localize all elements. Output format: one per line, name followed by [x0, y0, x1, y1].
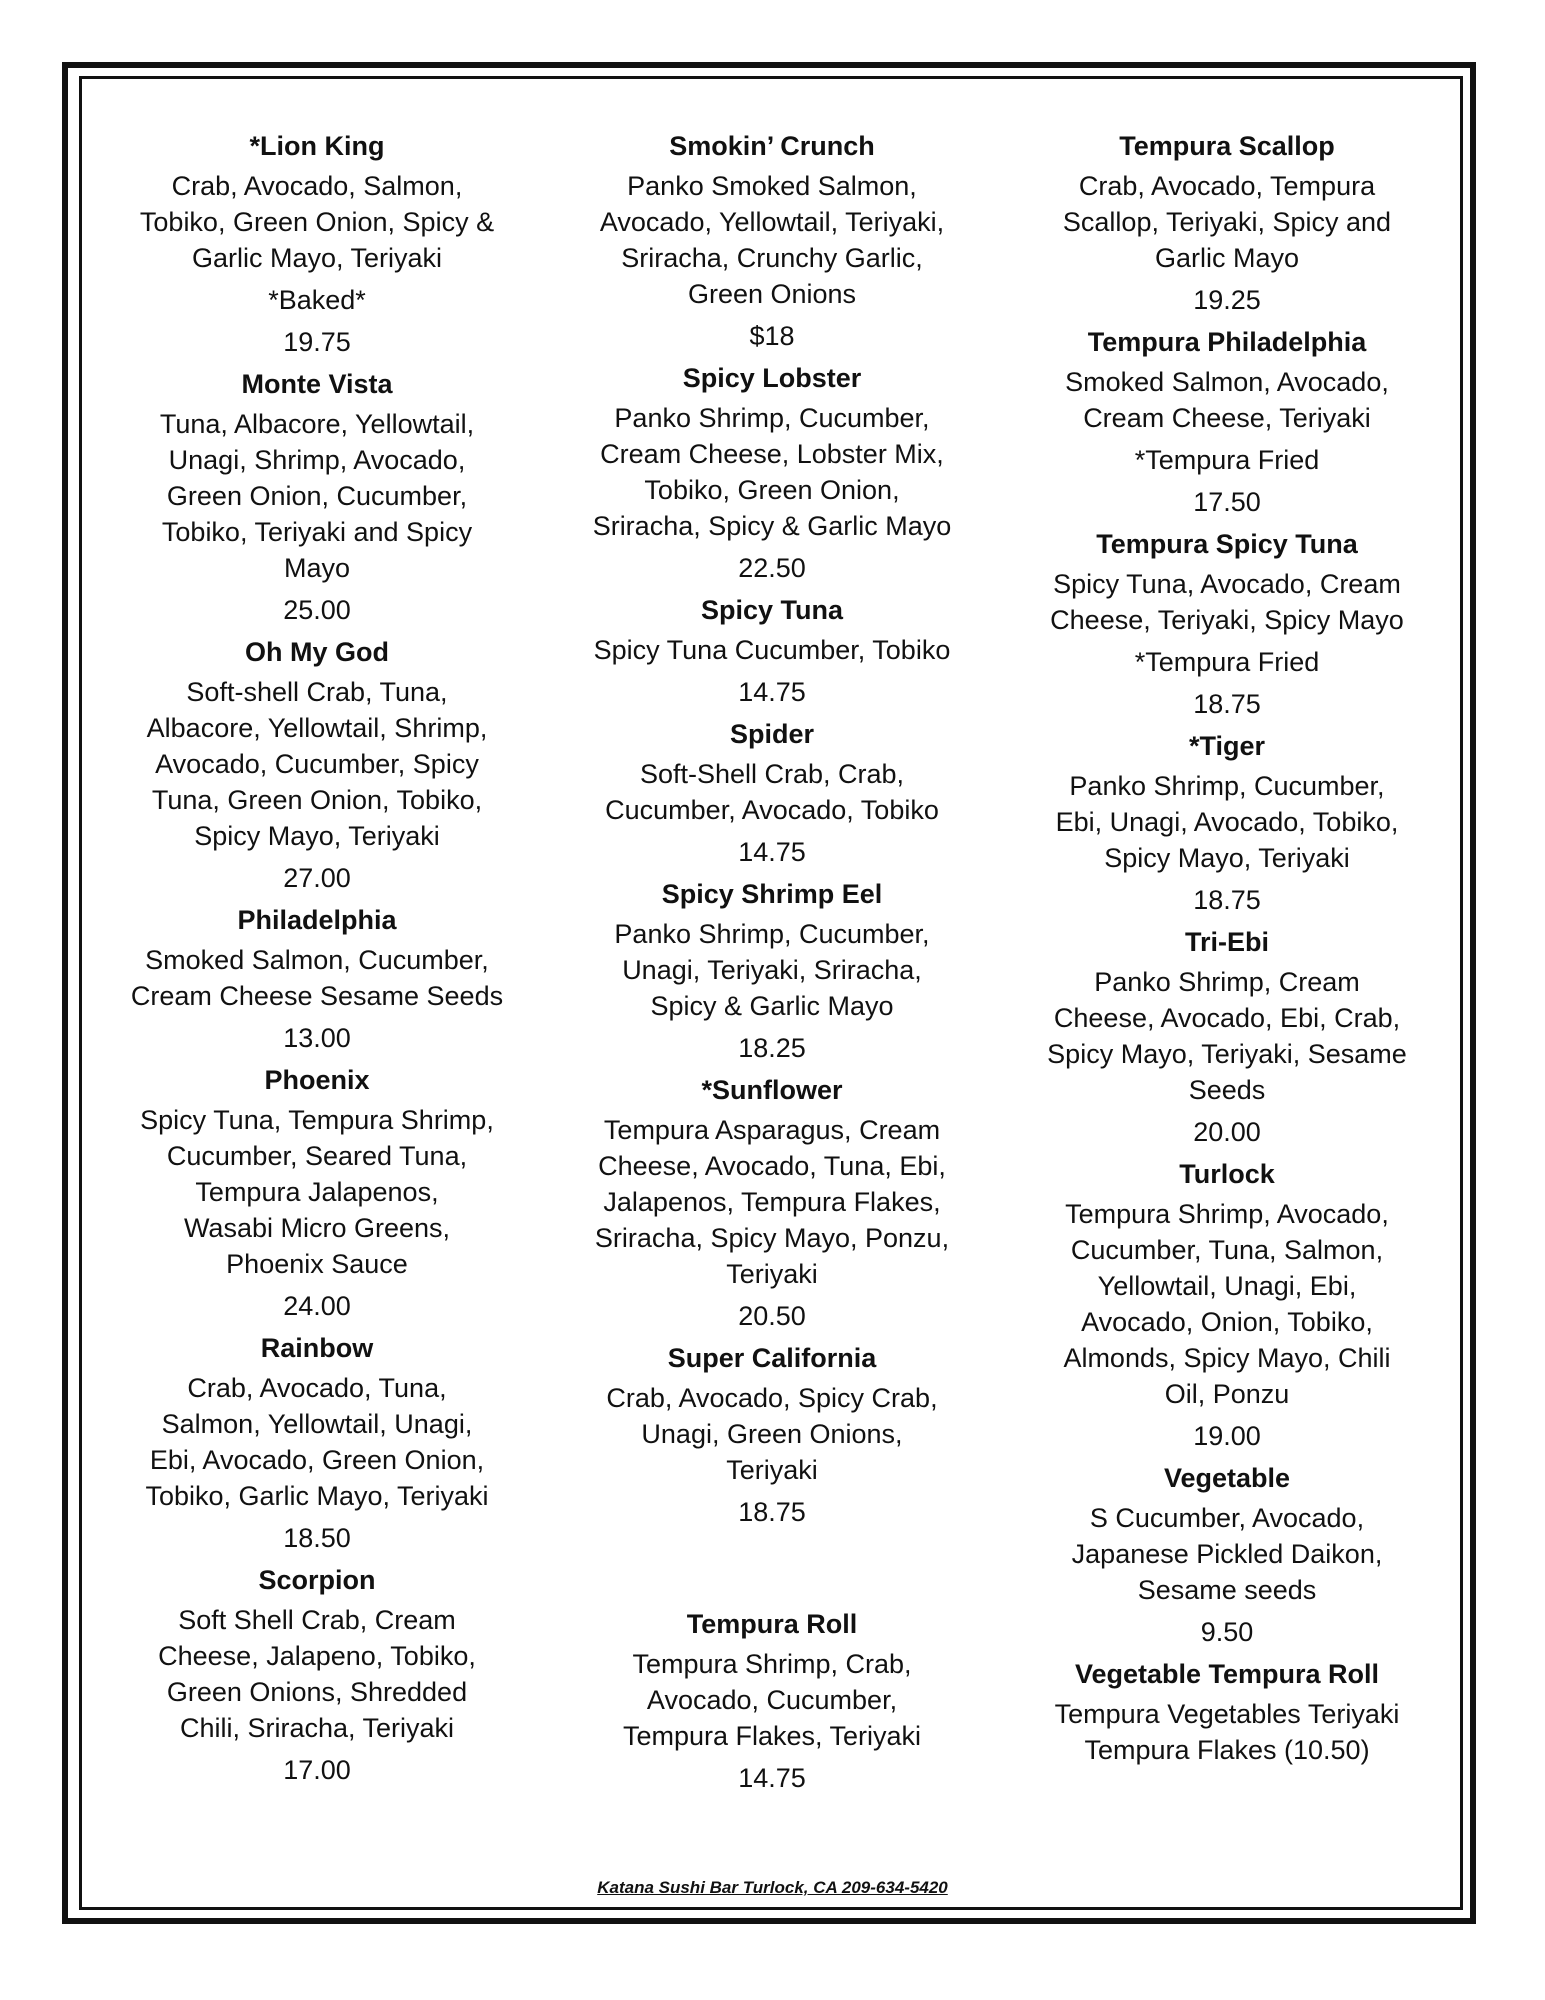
footer-contact: Katana Sushi Bar Turlock, CA 209-634-5420	[597, 1878, 948, 1897]
item-name: *Tiger	[1188, 731, 1266, 761]
item-price: 19.75	[283, 327, 351, 357]
item-description: Smoked Salmon, Cucumber, Cream Cheese Sesame Seeds	[130, 945, 504, 1011]
item-name: Philadelphia	[237, 905, 397, 935]
item-name: Phoenix	[264, 1065, 370, 1095]
item-note: *Tempura Fried	[1134, 647, 1320, 677]
item-description: Spicy Tuna Cucumber, Tobiko	[593, 635, 951, 665]
item-name: Tempura Spicy Tuna	[1096, 529, 1358, 559]
menu-item-tempura-roll	[577, 1606, 967, 1796]
item-name: Monte Vista	[241, 369, 393, 399]
item-name: Oh My God	[245, 637, 389, 667]
item-price: 14.75	[738, 837, 806, 867]
menu-item-spicy-lobster	[577, 360, 967, 586]
menu-item-super-california	[577, 1340, 967, 1530]
item-description: Soft-Shell Crab, Crab, Cucumber, Avocado, Tobiko	[605, 759, 939, 825]
menu-item-sunflower	[577, 1072, 967, 1334]
item-name: *Lion King	[249, 131, 385, 161]
item-price: 20.00	[1193, 1117, 1261, 1147]
menu-item-vegetable	[1032, 1460, 1422, 1650]
item-price: 22.50	[738, 553, 806, 583]
item-price: 20.50	[738, 1301, 806, 1331]
item-price: 14.75	[738, 677, 806, 707]
item-name: Super California	[667, 1343, 877, 1373]
menu-item-monte-vista	[122, 366, 512, 628]
item-name: Tempura Scallop	[1119, 131, 1335, 161]
item-price: 14.75	[738, 1763, 806, 1793]
item-price: 18.75	[1193, 885, 1261, 915]
item-price: 18.25	[738, 1033, 806, 1063]
item-price: 18.75	[1193, 689, 1261, 719]
spacer	[577, 1536, 967, 1606]
item-description: Tempura Shrimp, Avocado, Cucumber, Tuna, Salmon, Yellowtail, Unagi, Ebi, Avocado, Onion, Tobiko, Almonds, Spicy Mayo, Chili Oil, Ponzu	[1063, 1199, 1391, 1409]
item-description: S Cucumber, Avocado, Japanese Pickled Daikon, Sesame seeds	[1071, 1503, 1383, 1605]
item-name: Spider	[729, 719, 815, 749]
item-description: Spicy Tuna, Tempura Shrimp, Cucumber, Seared Tuna, Tempura Jalapenos, Wasabi Micro Greens, Phoenix Sauce	[140, 1105, 494, 1279]
item-description: Tuna, Albacore, Yellowtail, Unagi, Shrimp, Avocado, Green Onion, Cucumber, Tobiko, Teriyaki and Spicy Mayo	[159, 409, 475, 583]
menu-item-tiger	[1032, 728, 1422, 918]
item-description: Crab, Avocado, Tuna, Salmon, Yellowtail, Unagi, Ebi, Avocado, Green Onion, Tobiko, Garlic Mayo, Teriyaki	[145, 1373, 489, 1511]
menu-item-tempura-scallop	[1032, 128, 1422, 318]
item-price: 18.75	[738, 1497, 806, 1527]
menu-item-lion-king	[122, 128, 512, 360]
item-price: 24.00	[283, 1291, 351, 1321]
menu-item-rainbow	[122, 1330, 512, 1556]
item-name: Scorpion	[258, 1565, 376, 1595]
item-note: *Tempura Fried	[1134, 445, 1320, 475]
menu-item-tempura-spicy-tuna	[1032, 526, 1422, 722]
item-price: 25.00	[283, 595, 351, 625]
menu-item-scorpion	[122, 1562, 512, 1788]
item-name: Spicy Shrimp Eel	[661, 879, 883, 909]
item-name: Turlock	[1179, 1159, 1275, 1189]
menu-item-spicy-shrimp-eel	[577, 876, 967, 1066]
item-name: Vegetable Tempura Roll	[1074, 1659, 1380, 1689]
menu-column-1	[122, 128, 512, 1794]
item-price: 13.00	[283, 1023, 351, 1053]
item-description: Tempura Vegetables Teriyaki Tempura Flakes (10.50)	[1054, 1699, 1400, 1765]
item-description: Tempura Shrimp, Crab, Avocado, Cucumber, Tempura Flakes, Teriyaki	[622, 1649, 922, 1751]
item-note: *Baked*	[268, 285, 366, 315]
item-price: 9.50	[1200, 1617, 1254, 1647]
item-name: Smokin’ Crunch	[669, 131, 875, 161]
item-description: Panko Smoked Salmon, Avocado, Yellowtail, Teriyaki, Sriracha, Crunchy Garlic, Green Onions	[599, 171, 945, 309]
menu-item-spicy-tuna	[577, 592, 967, 710]
item-description: Panko Shrimp, Cucumber, Ebi, Unagi, Avocado, Tobiko, Spicy Mayo, Teriyaki	[1055, 771, 1399, 873]
item-name: *Sunflower	[701, 1075, 843, 1105]
item-price: 18.50	[283, 1523, 351, 1553]
item-description: Smoked Salmon, Avocado, Cream Cheese, Teriyaki	[1065, 367, 1389, 433]
menu-item-smokin-crunch	[577, 128, 967, 354]
item-description: Crab, Avocado, Tempura Scallop, Teriyaki, Spicy and Garlic Mayo	[1062, 171, 1392, 273]
item-price: 17.50	[1193, 487, 1261, 517]
menu-column-2	[577, 128, 967, 1802]
menu-item-phoenix	[122, 1062, 512, 1324]
item-price: 27.00	[283, 863, 351, 893]
item-name: Spicy Tuna	[700, 595, 844, 625]
item-description: Crab, Avocado, Salmon, Tobiko, Green Onion, Spicy & Garlic Mayo, Teriyaki	[139, 171, 495, 273]
menu-item-oh-my-god	[122, 634, 512, 896]
item-price: $18	[749, 321, 795, 351]
menu-item-philadelphia	[122, 902, 512, 1056]
menu-column-3	[1032, 128, 1422, 1774]
item-description: Tempura Asparagus, Cream Cheese, Avocado, Tuna, Ebi, Jalapenos, Tempura Flakes, Sriracha, Spicy Mayo, Ponzu, Teriyaki	[594, 1115, 950, 1289]
menu-item-tempura-philadelphia	[1032, 324, 1422, 520]
item-description: Panko Shrimp, Cucumber, Unagi, Teriyaki, Sriracha, Spicy & Garlic Mayo	[614, 919, 930, 1021]
item-price: 17.00	[283, 1755, 351, 1785]
menu-item-tri-ebi	[1032, 924, 1422, 1150]
item-name: Tempura Roll	[686, 1609, 858, 1639]
item-name: Tri-Ebi	[1184, 927, 1269, 957]
menu-item-turlock	[1032, 1156, 1422, 1454]
item-name: Vegetable	[1163, 1463, 1291, 1493]
item-description: Crab, Avocado, Spicy Crab, Unagi, Green Onions, Teriyaki	[606, 1383, 938, 1485]
item-price: 19.25	[1193, 285, 1261, 315]
item-description: Panko Shrimp, Cucumber, Cream Cheese, Lobster Mix, Tobiko, Green Onion, Sriracha, Spicy & Garlic Mayo	[592, 403, 952, 541]
item-description: Spicy Tuna, Avocado, Cream Cheese, Teriyaki, Spicy Mayo	[1050, 569, 1404, 635]
menu-item-spider	[577, 716, 967, 870]
item-price: 19.00	[1193, 1421, 1261, 1451]
item-description: Soft Shell Crab, Cream Cheese, Jalapeno, Tobiko, Green Onions, Shredded Chili, Sriracha, Teriyaki	[158, 1605, 476, 1743]
menu-item-vegetable-tempura-roll	[1032, 1656, 1422, 1768]
item-description: Panko Shrimp, Cream Cheese, Avocado, Ebi, Crab, Spicy Mayo, Teriyaki, Sesame Seeds	[1047, 967, 1407, 1105]
item-name: Spicy Lobster	[682, 363, 862, 393]
item-description: Soft-shell Crab, Tuna, Albacore, Yellowtail, Shrimp, Avocado, Cucumber, Spicy Tuna, Green Onion, Tobiko, Spicy Mayo, Teriyaki	[146, 677, 488, 851]
item-name: Tempura Philadelphia	[1087, 327, 1367, 357]
item-name: Rainbow	[260, 1333, 374, 1363]
